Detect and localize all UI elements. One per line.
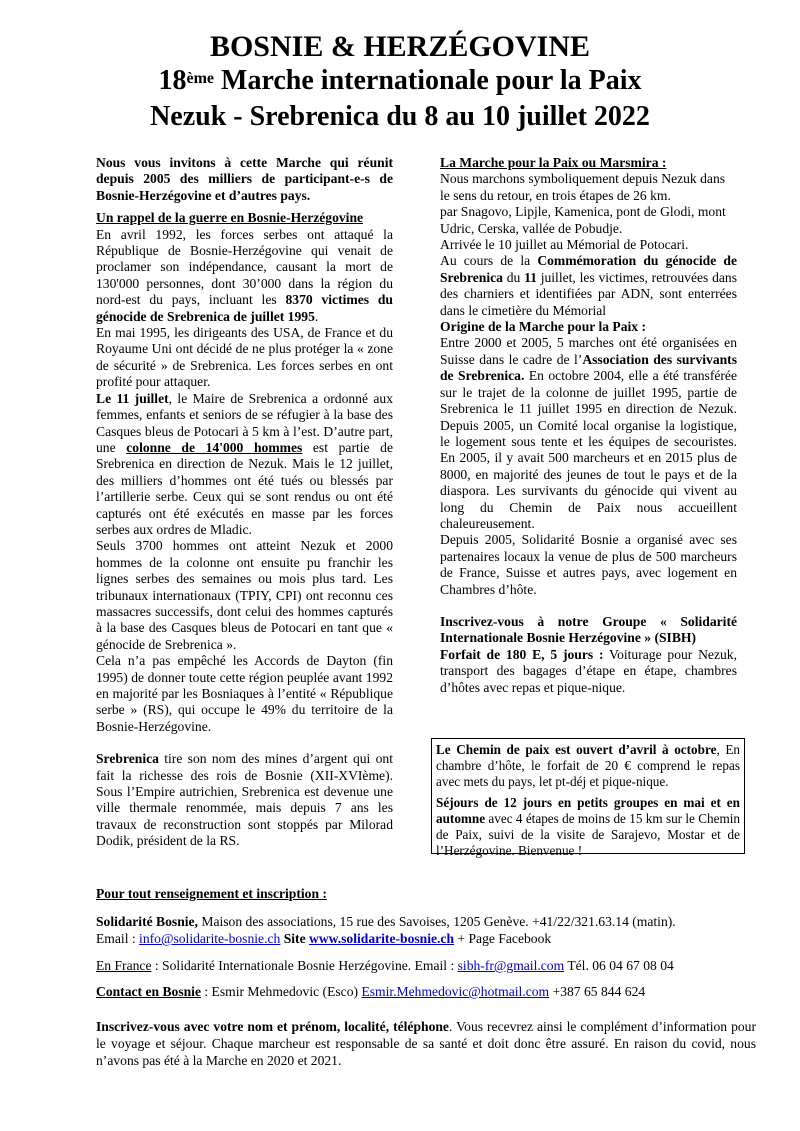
rappel-paragraph-5: Cela n’a pas empêché les Accords de Dayton (fin 1995) de donner toute cette région peuplée avant 1992 en majorité par les Bosniaques à l’entité « République serbe » (RS), qui occupe le 49% du territoire de la Bosnie-Herzégovine. (96, 653, 393, 734)
rappel-heading: Un rappel de la guerre en Bosnie-Herzégovine (96, 210, 364, 226)
origine-paragraph-1 (440, 335, 737, 532)
box-paragraph-2 (436, 795, 740, 859)
solidarite-links (96, 930, 776, 947)
final-paragraph (96, 1018, 756, 1069)
left-column (96, 155, 393, 850)
email-label: Email : (96, 931, 140, 946)
france-text: : Solidarité Internationale Bosnie Herzégovine. Email : (151, 958, 458, 973)
bosnia-contact (96, 983, 776, 1000)
text: tire son nom des mines d’argent qui ont fait la richesse des rois de Bosnie (XII-XVIème). Sous l’Empire autrichien, Srebrenica est devenue une ville thermale renommée, mais depuis 7 ans les travaux de reconstruction sont stoppés par Milorad Dodik, président de la RS. (96, 751, 393, 849)
text: En octobre 2004, elle a été transférée sur le trajet de la colonne de juillet 1995, partie de Srebrenica le 11 juillet 1995 en direction de Nezuk. Depuis 2005, un Comité local organise la logistique, le logement sous tente et les équipes de secouristes. En 2005, il y avait 500 marcheurs et en 2015 plus de 8000, en majorité des jeunes de tout le pays et de la diaspora. Les survivants du génocide qui vivent au long du Chemin de Paix nous accueillent chaleureusement. (440, 368, 737, 531)
edition-superscript: ème (186, 70, 215, 87)
marche-heading: La Marche pour la Paix ou Marsmira : (440, 155, 667, 170)
title-line-3: Nezuk - Srebrenica du 8 au 10 juillet 2022 (150, 101, 650, 132)
forfait-paragraph (440, 647, 737, 696)
march-title: Marche internationale pour la Paix (214, 65, 642, 96)
text: Au cours de la (440, 253, 538, 269)
inscription-highlight: Inscrivez-vous avec votre nom et prénom, localité, téléphone (96, 1019, 449, 1034)
text: En avril 1992, les forces serbes ont attaqué la République de Bosnie-Herzégovine qui venait de proclamer son indépendance, causant la mort de 130'000 personnes, dont 30’000 dans la région du nord-est du pays, incluant les (96, 226, 393, 308)
text: , En chambre d’hôte, le forfait de 20 € comprend le repas avec mets du pays, let pt-déj et pique-nique. (436, 742, 740, 789)
contact-heading: Pour tout renseignement et inscription : (96, 886, 327, 901)
origine-heading: Origine de la Marche pour la Paix : (440, 319, 647, 335)
website-link[interactable]: www.solidarite-bosnie.ch (309, 931, 455, 946)
right-column (440, 155, 737, 696)
france-email-link[interactable]: sibh-fr@gmail.com (457, 958, 565, 973)
text: est partie de Srebrenica en direction de Nezuk. Mais le 12 juillet, des milliers d’hommes ont été tués ou blessés par l’artillerie serbe. Ceux qui se sont rendus ou ont été capturés ont été exécutés en masse par les forces serbes aux ordres de Mladic. (96, 439, 393, 537)
commemoration-paragraph (440, 253, 737, 319)
chemin-highlight: Le Chemin de paix est ouvert d’avril à octobre (436, 742, 717, 757)
sejours-highlight: Séjours de 12 jours en petits groupes en mai et en automne (436, 795, 740, 826)
text: avec 4 étapes de moins de 15 km sur le Chemin de Paix, suivi de la visite de Sarajevo, Mostar et de l’Herzégovine. Bienvenue ! (436, 811, 740, 858)
inscription-heading: Inscrivez-vous à notre Groupe « Solidarité Internationale Bosnie Herzégovine » (SIBH) (440, 613, 737, 646)
bosnia-label: Contact en Bosnie (96, 984, 201, 999)
org-address: Maison des associations, 15 rue des Savoises, 1205 Genève. +41/22/321.63.14 (matin). (197, 914, 676, 929)
marche-line-1: Nous marchons symboliquement depuis Nezuk dans le sens du retour, en trois étapes de 26 km. (440, 171, 726, 203)
text: , le Maire de Srebrenica a ordonné aux femmes, enfants et seniors de se réfugier à la base des Casques bleus de Potocari à 5 km à l’est. D’autre part, une (96, 390, 393, 455)
column-highlight: colonne de 14'000 hommes (126, 439, 303, 455)
org-name: Solidarité Bosnie, (96, 914, 198, 929)
srebrenica-highlight: Srebrenica (96, 751, 159, 767)
title-line-2 (0, 64, 800, 98)
bosnia-email-link[interactable]: Esmir.Mehmedovic@hotmail.com (361, 984, 550, 999)
france-label: En France (96, 958, 152, 973)
marche-line-2: par Snagovo, Lipjle, Kamenica, pont de Glodi, mont Udric, Cerska, vallée de Pobudje. (440, 204, 726, 236)
rappel-paragraph-1 (96, 227, 393, 325)
email-link[interactable]: info@solidarite-bosnie.ch (139, 931, 281, 946)
forfait-highlight: Forfait de 180 E, 5 jours : (440, 646, 604, 662)
facebook-note: + Page Facebook (454, 931, 552, 946)
victims-highlight: 8370 victimes du génocide de Srebrenica de juillet 1995 (96, 292, 393, 324)
text: . (314, 308, 319, 324)
day-highlight: 11 (524, 269, 537, 285)
bosnia-phone: +387 65 844 624 (552, 984, 646, 999)
text: Voiturage pour Nezuk, transport des bagages d’étape en étape, chambres d’hôtes avec repas et pique-nique. (440, 646, 737, 695)
intro-paragraph: Nous vous invitons à cette Marche qui réunit depuis 2005 des milliers de participant-e-s de Bosnie-Herzégovine et d’autres pays. (96, 155, 393, 203)
site-label: Site (283, 931, 306, 946)
date-highlight: Le 11 juillet (96, 390, 169, 406)
rappel-paragraph-2: En mai 1995, les dirigeants des USA, de France et du Royaume Uni ont décidé de ne plus protéger la « zone de sécurité » de Srebrenica. Les forces serbes en ont profité pour attaquer. (96, 325, 393, 390)
text: du (502, 269, 525, 285)
text: juillet, les victimes, retrouvées dans des charniers et identifiées par ADN, sont enterrées dans le cimetière du Mémorial (440, 269, 737, 318)
text: Entre 2000 et 2005, 5 marches ont été organisées en Suisse dans le cadre de l’ (440, 335, 737, 367)
edition-number: 18 (158, 65, 187, 96)
bosnia-text: : Esmir Mehmedovic (Esco) (200, 984, 362, 999)
box-paragraph-1 (436, 742, 740, 790)
france-contact (96, 957, 776, 974)
title-line-1: BOSNIE & HERZÉGOVINE (209, 30, 591, 63)
rappel-paragraph-4: Seuls 3700 hommes ont atteint Nezuk et 2000 hommes de la colonne ont ensuite pu franchir les lignes serbes des semaines ou mois plus tard. Les tribunaux internationaux (TPIY, CPI) ont reconnu ces massacres successifs, dont celui des hommes capturés à la base des Casques bleus de Potocari en tant que « génocide de Srebrenica ». (96, 538, 393, 652)
france-phone: Tél. 06 04 67 08 04 (567, 958, 674, 973)
association-highlight: Association des survivants de Srebrenica. (440, 351, 737, 384)
commemoration-highlight: Commémoration du génocide de Srebrenica (440, 253, 737, 285)
srebrenica-paragraph (96, 751, 393, 849)
marche-line-3: Arrivée le 10 juillet au Mémorial de Potocari. (440, 237, 689, 253)
chemin-info-box (431, 738, 745, 858)
origine-paragraph-2: Depuis 2005, Solidarité Bosnie a organisé avec ses partenaires locaux la venue de plus de 500 marcheurs de France, Suisse et autres pays, avec logement en Chambres d’hôte. (440, 532, 737, 597)
text: . Vous recevrez ainsi le complément d’information pour le voyage et séjour. Chaque marcheur est responsable de sa santé et doit donc être assuré. En raison du covid, nous n’avons pas été à la Marche en 2020 et 2021. (96, 1019, 756, 1068)
solidarite-address (96, 913, 776, 930)
rappel-paragraph-3 (96, 391, 393, 539)
